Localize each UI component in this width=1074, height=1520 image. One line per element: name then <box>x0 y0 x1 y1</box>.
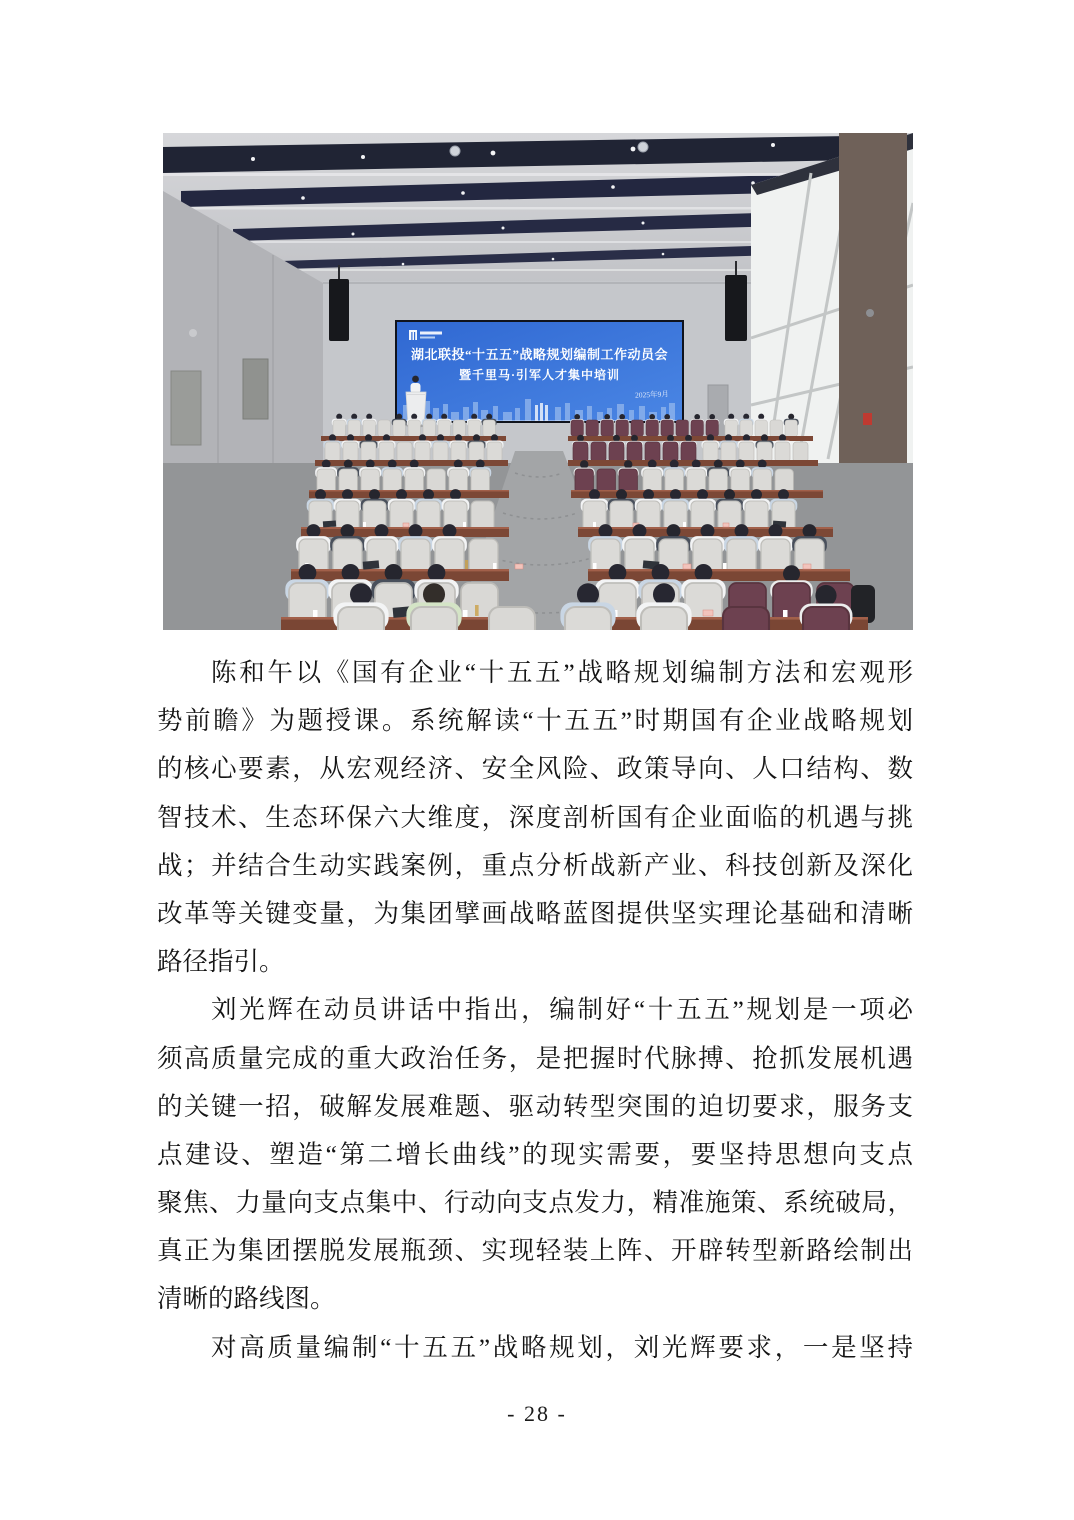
screen-date: 2025年9月 <box>634 389 669 400</box>
door-left-near <box>243 359 268 419</box>
paragraph-line: 须高质量完成的重大政治任务，是把握时代脉搏、抢抓发展机遇 <box>157 1043 913 1073</box>
paragraph-line: 陈和午以《国有企业“十五五”战略规划编制方法和宏观形 <box>211 658 913 687</box>
paragraph-line: 刘光辉在动员讲话中指出，编制好“十五五”规划是一项必 <box>211 995 913 1025</box>
paragraph-3 <box>157 1324 913 1372</box>
photo-svg <box>163 133 913 630</box>
screen-title-line2: 暨千里马·引军人才集中培训 <box>458 368 621 382</box>
screen-title-line1: 湖北联投“十五五”战略规划编制工作动员会 <box>410 347 669 362</box>
paragraph-line: 点建设、塑造“第二增长曲线”的现实需要，要坚持思想向支点 <box>157 1139 913 1169</box>
paragraph-line: 势前瞻》为题授课。系统解读“十五五”时期国有企业战略规划 <box>157 706 913 736</box>
wall-sign-red <box>863 413 872 425</box>
paragraph-line: 战；并结合生动实践案例，重点分析战新产业、科技创新及深化 <box>157 850 913 880</box>
paragraph-line: 改革等关键变量，为集团擘画战略蓝图提供坚实理论基础和清晰 <box>157 898 913 928</box>
paragraph-line: 真正为集团摆脱发展瓶颈、实现轻装上阵、开辟转型新路绘制出 <box>157 1236 913 1266</box>
paragraph-line: 的关键一招，破解发展难题、驱动转型突围的迫切要求，服务支 <box>157 1091 913 1121</box>
article-body <box>157 649 913 1372</box>
paragraph-line: 对高质量编制“十五五”战略规划，刘光辉要求，一是坚持 <box>211 1332 913 1362</box>
door-left-far <box>171 371 201 445</box>
projection-screen <box>395 320 684 423</box>
conference-photo <box>163 133 913 630</box>
paragraph-line: 聚焦、力量向支点集中、行动向支点发力，精准施策、系统破局， <box>157 1188 913 1218</box>
pillar <box>839 133 907 505</box>
paragraph-line: 清晰的路线图。 <box>157 1284 336 1314</box>
paragraph-line: 的核心要素，从宏观经济、安全风险、政策导向、人口结构、数 <box>157 754 913 784</box>
page-number: - 28 - <box>507 1401 567 1426</box>
paragraph-line: 智技术、生态环保六大维度，深度剖析国有企业面临的机遇与挑 <box>157 802 913 832</box>
paragraph-1 <box>157 649 913 986</box>
paragraph-line: 路径指引。 <box>157 947 285 977</box>
paragraph-2 <box>157 986 913 1323</box>
